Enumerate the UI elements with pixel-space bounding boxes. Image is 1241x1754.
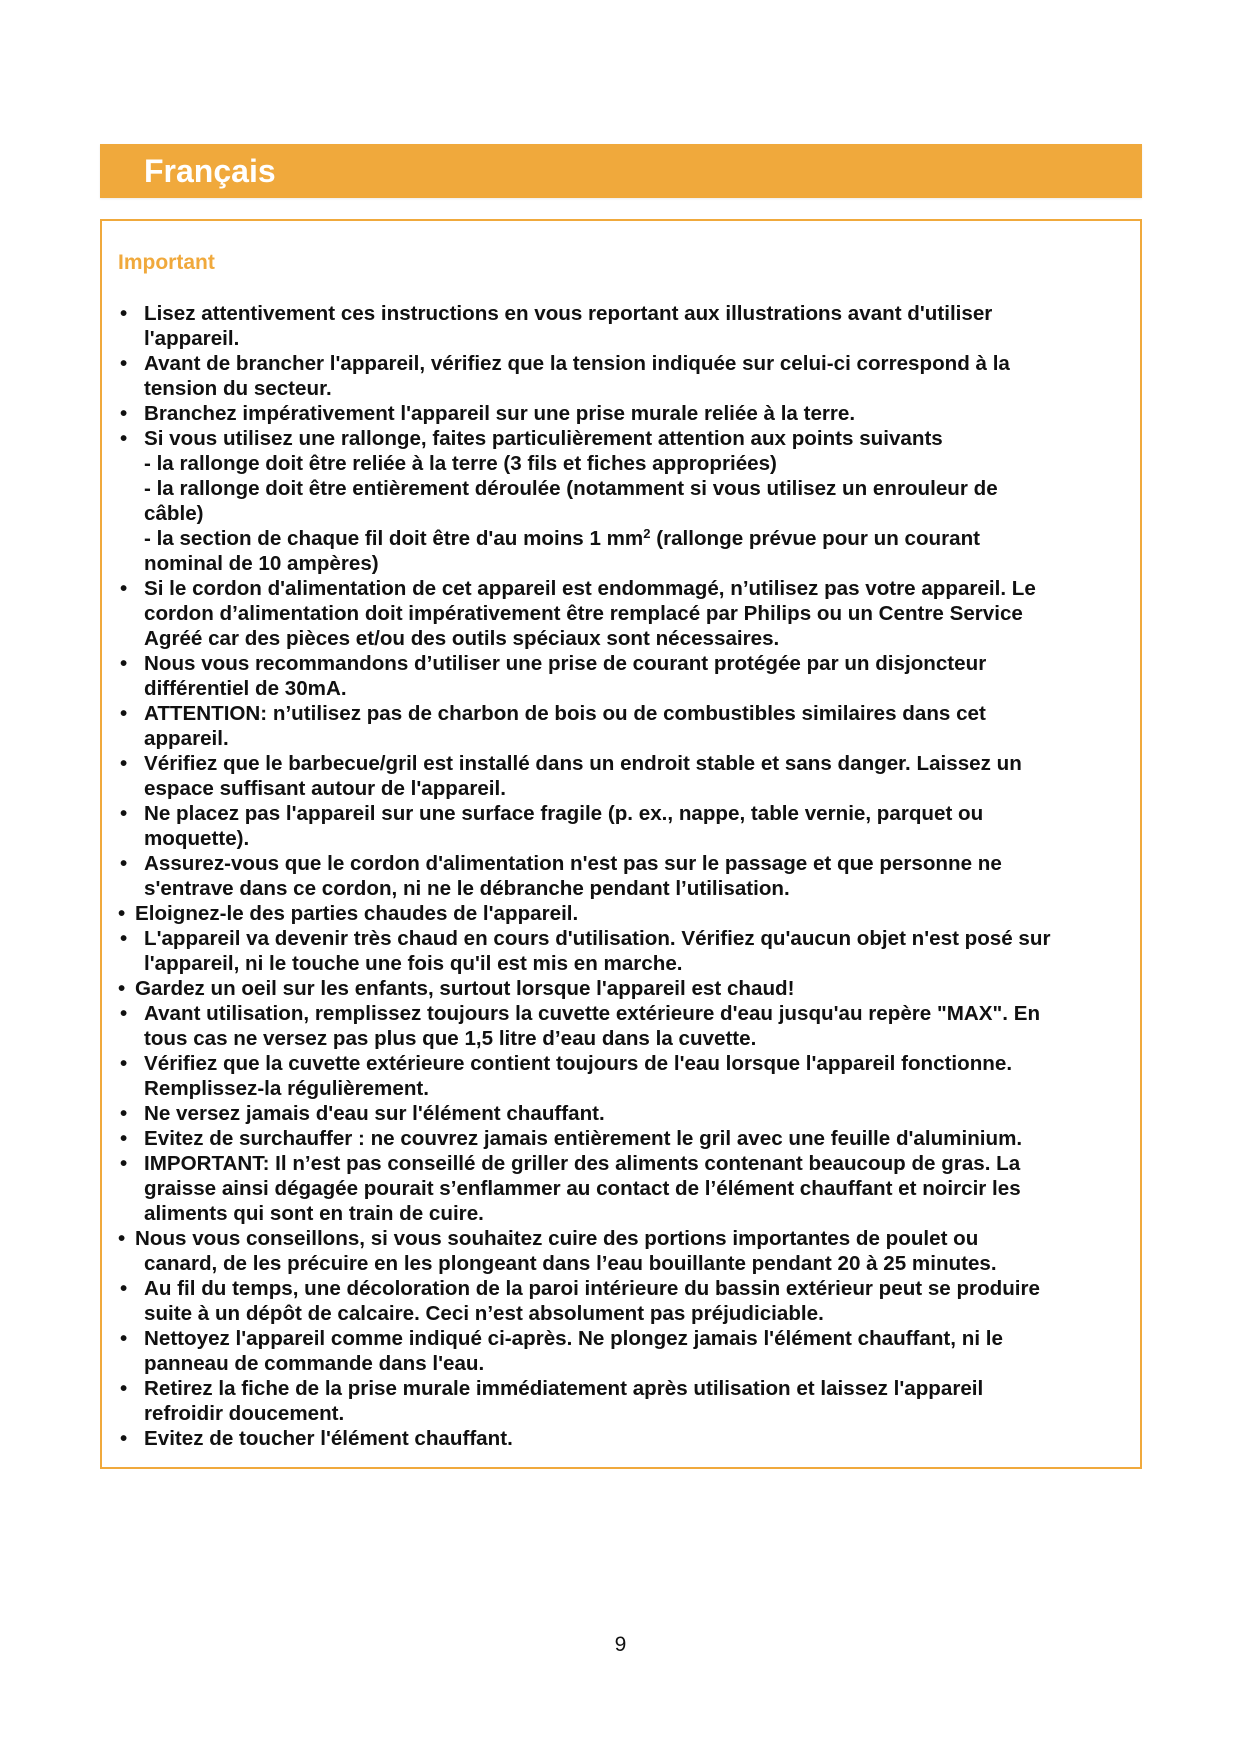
list-item (118, 751, 1128, 801)
list-item (118, 301, 1128, 351)
list-item (118, 1001, 1128, 1051)
list-item-continuation: tous cas ne versez pas plus que 1,5 litre d’eau dans la cuvette. (144, 1027, 757, 1050)
bullet-marker: • (120, 702, 128, 725)
bullet-marker: • (120, 402, 128, 425)
list-item-text: Ne placez pas l'appareil sur une surface fragile (p. ex., nappe, table vernie, parquet ou (144, 802, 984, 825)
bullet-marker: • (120, 1102, 128, 1125)
bullet-marker: • (120, 427, 128, 450)
list-item (118, 651, 1128, 701)
list-item-text: Assurez-vous que le cordon d'alimentation n'est pas sur le passage et que personne ne (144, 852, 1002, 875)
list-item (118, 1101, 1128, 1126)
list-item (118, 701, 1128, 751)
list-item-text: Nettoyez l'appareil comme indiqué ci-après. Ne plongez jamais l'élément chauffant, ni le (144, 1327, 1003, 1350)
list-item-text: Evitez de surchauffer : ne couvrez jamais entièrement le gril avec une feuille d'aluminium. (144, 1127, 1023, 1150)
list-item (118, 1126, 1128, 1151)
list-item-continuation: moquette). (144, 827, 250, 850)
list-item (118, 1151, 1128, 1226)
list-item-continuation: - la rallonge doit être entièrement déroulée (notamment si vous utilisez un enrouleur de (144, 477, 998, 500)
bullet-marker: • (118, 977, 126, 1000)
bullet-marker: • (120, 1377, 128, 1400)
bullet-marker: • (120, 1277, 128, 1300)
list-item (118, 351, 1128, 401)
list-item-text: Nous vous conseillons, si vous souhaitez cuire des portions importantes de poulet ou (135, 1227, 979, 1250)
list-item-continuation: s'entrave dans ce cordon, ni ne le débranche pendant l’utilisation. (144, 877, 790, 900)
list-item-continuation: Remplissez-la régulièrement. (144, 1077, 429, 1100)
list-item (118, 901, 1128, 926)
list-item-text: IMPORTANT: Il n’est pas conseillé de griller des aliments contenant beaucoup de gras. La (144, 1152, 1021, 1175)
bullet-marker: • (120, 1152, 128, 1175)
list-item (118, 1226, 1128, 1276)
list-item-text: Au fil du temps, une décoloration de la paroi intérieure du bassin extérieur peut se produire (144, 1277, 1040, 1300)
bullet-marker: • (120, 1427, 128, 1450)
list-item-text: L'appareil va devenir très chaud en cours d'utilisation. Vérifiez qu'aucun objet n'est posé sur (144, 927, 1051, 950)
bullet-marker: • (120, 1052, 128, 1075)
bullet-marker: • (120, 652, 128, 675)
list-item-text: Vérifiez que la cuvette extérieure contient toujours de l'eau lorsque l'appareil fonctionne. (144, 1052, 1013, 1075)
list-item-continuation: refroidir doucement. (144, 1402, 345, 1425)
list-item-continuation: suite à un dépôt de calcaire. Ceci n’est absolument pas préjudiciable. (144, 1302, 824, 1325)
superscript-two: 2 (643, 526, 651, 541)
wire-section-text: - la section de chaque fil doit être d'au moins 1 mm (144, 527, 644, 550)
wire-section-text-suffix: (rallonge prévue pour un courant (650, 527, 981, 550)
bullet-marker: • (120, 352, 128, 375)
list-item-continuation: panneau de commande dans l'eau. (144, 1352, 485, 1375)
important-box (100, 219, 1142, 1469)
list-item (118, 801, 1128, 851)
list-item-continuation: différentiel de 30mA. (144, 677, 347, 700)
list-item-text: Gardez un oeil sur les enfants, surtout lorsque l'appareil est chaud! (135, 977, 795, 1000)
list-item-continuation: appareil. (144, 727, 229, 750)
list-item-continuation: espace suffisant autour de l'appareil. (144, 777, 506, 800)
list-item (118, 1276, 1128, 1326)
bullet-marker: • (120, 802, 128, 825)
language-title: Français (144, 153, 276, 189)
bullet-marker: • (120, 927, 128, 950)
list-item-text: Branchez impérativement l'appareil sur une prise murale reliée à la terre. (144, 402, 856, 425)
list-item-continuation: graisse ainsi dégagée pourait s’enflammer au contact de l’élément chauffant et noircir les (144, 1177, 1021, 1200)
list-item-continuation: tension du secteur. (144, 377, 332, 400)
list-item (118, 926, 1128, 976)
list-item-text: Vérifiez que le barbecue/gril est installé dans un endroit stable et sans danger. Laissez un (144, 752, 1022, 775)
list-item (118, 851, 1128, 901)
bullet-marker: • (120, 302, 128, 325)
list-item (118, 401, 1128, 426)
bullet-marker: • (120, 1127, 128, 1150)
bullet-marker: • (120, 852, 128, 875)
bullet-marker: • (118, 1227, 126, 1250)
bullet-marker: • (120, 1002, 128, 1025)
wire-section-line (144, 526, 1128, 551)
list-item-continuation: l'appareil, ni le touche une fois qu'il est mis en marche. (144, 952, 683, 975)
list-item (118, 426, 1128, 576)
page-number: 9 (614, 1633, 627, 1656)
list-item-continuation: l'appareil. (144, 327, 240, 350)
important-heading: Important (118, 251, 215, 274)
list-item-continuation: aliments qui sont en train de cuire. (144, 1202, 484, 1225)
list-item-text: Si vous utilisez une rallonge, faites particulièrement attention aux points suivants (144, 427, 943, 450)
list-item-text: Evitez de toucher l'élément chauffant. (144, 1427, 513, 1450)
list-item-text: Si le cordon d'alimentation de cet appareil est endommagé, n’utilisez pas votre appareil. Le (144, 577, 1036, 600)
bullet-marker: • (120, 752, 128, 775)
list-item-text: Avant de brancher l'appareil, vérifiez que la tension indiquée sur celui-ci correspond à la (144, 352, 1010, 375)
list-item (118, 1376, 1128, 1426)
list-item-text: Lisez attentivement ces instructions en vous reportant aux illustrations avant d'utiliser (144, 302, 993, 325)
wire-section-continuation: nominal de 10 ampères) (144, 552, 379, 575)
bullet-marker: • (118, 902, 126, 925)
list-item-text: Ne versez jamais d'eau sur l'élément chauffant. (144, 1102, 605, 1125)
list-item-continuation: Agréé car des pièces et/ou des outils spéciaux sont nécessaires. (144, 627, 780, 650)
list-item-text: Nous vous recommandons d’utiliser une prise de courant protégée par un disjoncteur (144, 652, 987, 675)
list-item (118, 976, 1128, 1001)
list-item (118, 1051, 1128, 1101)
bullet-marker: • (120, 577, 128, 600)
language-header-bar (100, 144, 1142, 198)
list-item-text: ATTENTION: n’utilisez pas de charbon de bois ou de combustibles similaires dans cet (144, 702, 986, 725)
list-item-continuation: cordon d’alimentation doit impérativement être remplacé par Philips ou un Centre Service (144, 602, 1023, 625)
list-item (118, 1326, 1128, 1376)
list-item-continuation: câble) (144, 502, 204, 525)
list-item-text: Eloignez-le des parties chaudes de l'appareil. (135, 902, 579, 925)
list-item (118, 1426, 1128, 1451)
list-item-continuation: - la rallonge doit être reliée à la terre (3 fils et fiches appropriées) (144, 452, 777, 475)
list-item-text: Retirez la fiche de la prise murale immédiatement après utilisation et laissez l'appareil (144, 1377, 984, 1400)
list-item-text: Avant utilisation, remplissez toujours la cuvette extérieure d'eau jusqu'au repère "MAX". En (144, 1002, 1041, 1025)
bullet-marker: • (120, 1327, 128, 1350)
list-item (118, 576, 1128, 651)
list-item-continuation: canard, de les précuire en les plongeant dans l’eau bouillante pendant 20 à 25 minutes. (144, 1252, 997, 1275)
safety-instructions-list (118, 301, 1128, 1451)
